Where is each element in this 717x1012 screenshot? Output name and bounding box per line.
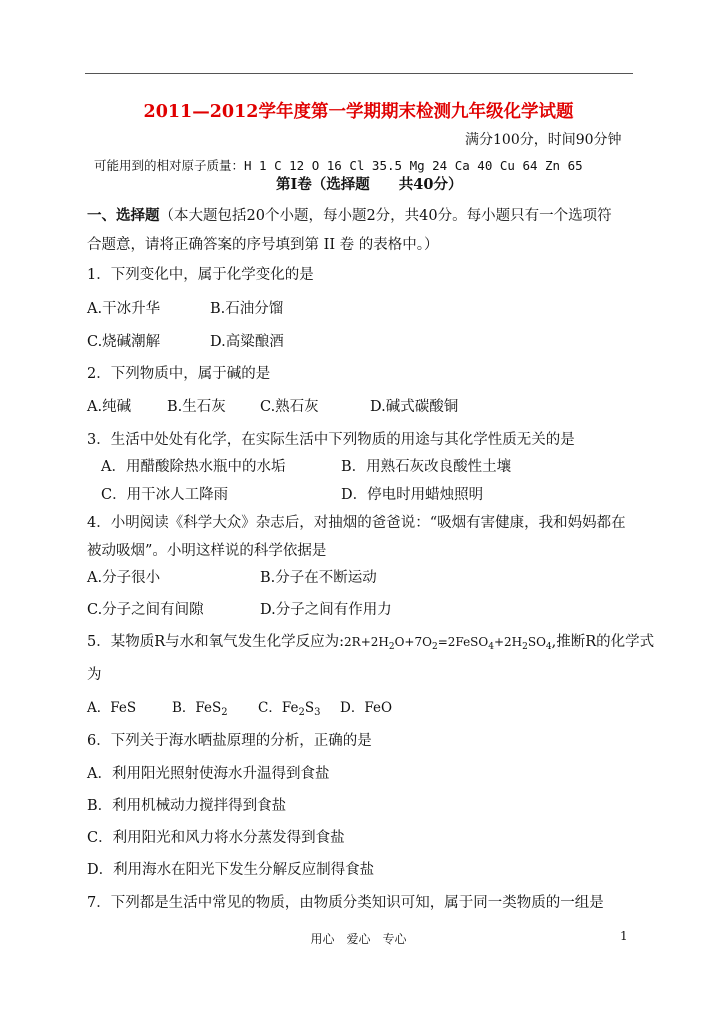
q5-option-c: C．$Fe_2S_3$ — [258, 700, 321, 718]
question-3-stem: 3．生活中处处有化学，在实际生活中下列物质的用途与其化学性质无关的是 — [87, 432, 575, 448]
question-6-stem: 6．下列关于海水晒盐原理的分析，正确的是 — [87, 733, 372, 749]
q5-stem-suffix: ,推断R的化学式 — [551, 634, 655, 650]
footer-motto: 用心 爱心 专心 — [310, 932, 407, 946]
section-intro-line2: 合题意，请将正确答案的序号填到第 II 卷 的表格中。） — [87, 237, 439, 253]
q5-option-b: B．FeS$_2$ — [172, 700, 228, 718]
question-5-stem-line1 — [87, 633, 654, 651]
q2-option-a: A.纯碱 — [87, 399, 132, 415]
q2-option-d: D.碱式碳酸铜 — [370, 399, 459, 415]
q1-option-b: B.石油分馏 — [210, 301, 284, 317]
q5-option-d: D．FeO — [340, 700, 393, 716]
q3-option-b: B．用熟石灰改良酸性土壤 — [341, 459, 512, 475]
header-rule — [85, 73, 633, 74]
q5-option-a: A．FeS — [87, 700, 137, 716]
q6-option-c: C．利用阳光和风力将水分蒸发得到食盐 — [87, 830, 345, 846]
section-intro-line1 — [87, 207, 612, 225]
q4-option-c: C.分子之间有间隙 — [87, 602, 204, 618]
q1-option-a: A.干冰升华 — [87, 301, 161, 317]
q5-equation: $2R+2H_2O+7O_2=2FeSO_4+2H_2SO_4$ — [344, 635, 552, 652]
exam-title: 2011—2012学年度第一学期期末检测九年级化学试题 — [143, 102, 574, 122]
question-5-stem-line2: 为 — [87, 667, 102, 683]
question-1-stem: 1．下列变化中，属于化学变化的是 — [87, 267, 314, 283]
question-7-stem: 7．下列都是生活中常见的物质，由物质分类知识可知，属于同一类物质的一组是 — [87, 895, 604, 911]
page-number: 1 — [620, 929, 628, 943]
q2-option-b: B.生石灰 — [167, 399, 226, 415]
question-2-stem: 2．下列物质中，属于碱的是 — [87, 366, 271, 382]
q2-option-c: C.熟石灰 — [260, 399, 319, 415]
question-4-stem-line2: 被动吸烟”。小明这样说的科学依据是 — [87, 543, 327, 559]
q5-stem-prefix: 5．某物质R与水和氧气发生化学反应为: — [87, 634, 345, 650]
q4-option-d: D.分子之间有作用力 — [260, 602, 392, 618]
part-title: 第Ⅰ卷（选择题 共40分） — [276, 176, 463, 193]
q4-option-b: B.分子在不断运动 — [260, 570, 377, 586]
q6-option-a: A．利用阳光照射使海水升温得到食盐 — [87, 766, 330, 782]
q1-option-c: C.烧碱潮解 — [87, 334, 161, 350]
q4-option-a: A.分子很小 — [87, 570, 161, 586]
atomic-masses: 可能用到的相对原子质量：H 1 C 12 O 16 Cl 35.5 Mg 24 Ca 40 Cu 64 Zn 65 — [94, 158, 583, 173]
q3-option-c: C．用干冰人工降雨 — [101, 487, 229, 503]
q6-option-d: D．利用海水在阳光下发生分解反应制得食盐 — [87, 862, 375, 878]
score-time: 满分100分，时间90分钟 — [465, 132, 622, 148]
q6-option-b: B．利用机械动力搅拌得到食盐 — [87, 798, 287, 814]
section-heading: 一、选择题 — [87, 207, 160, 224]
section-intro-text: （本大题包括20个小题，每小题2分，共40分。每小题只有一个选项符 — [159, 208, 612, 224]
q3-option-d: D．停电时用蜡烛照明 — [341, 487, 484, 503]
question-4-stem-line1: 4．小明阅读《科学大众》杂志后，对抽烟的爸爸说：“吸烟有害健康，我和妈妈都在 — [87, 515, 626, 531]
q3-option-a: A．用醋酸除热水瓶中的水垢 — [101, 459, 286, 475]
q1-option-d: D.高粱酿酒 — [210, 334, 284, 350]
